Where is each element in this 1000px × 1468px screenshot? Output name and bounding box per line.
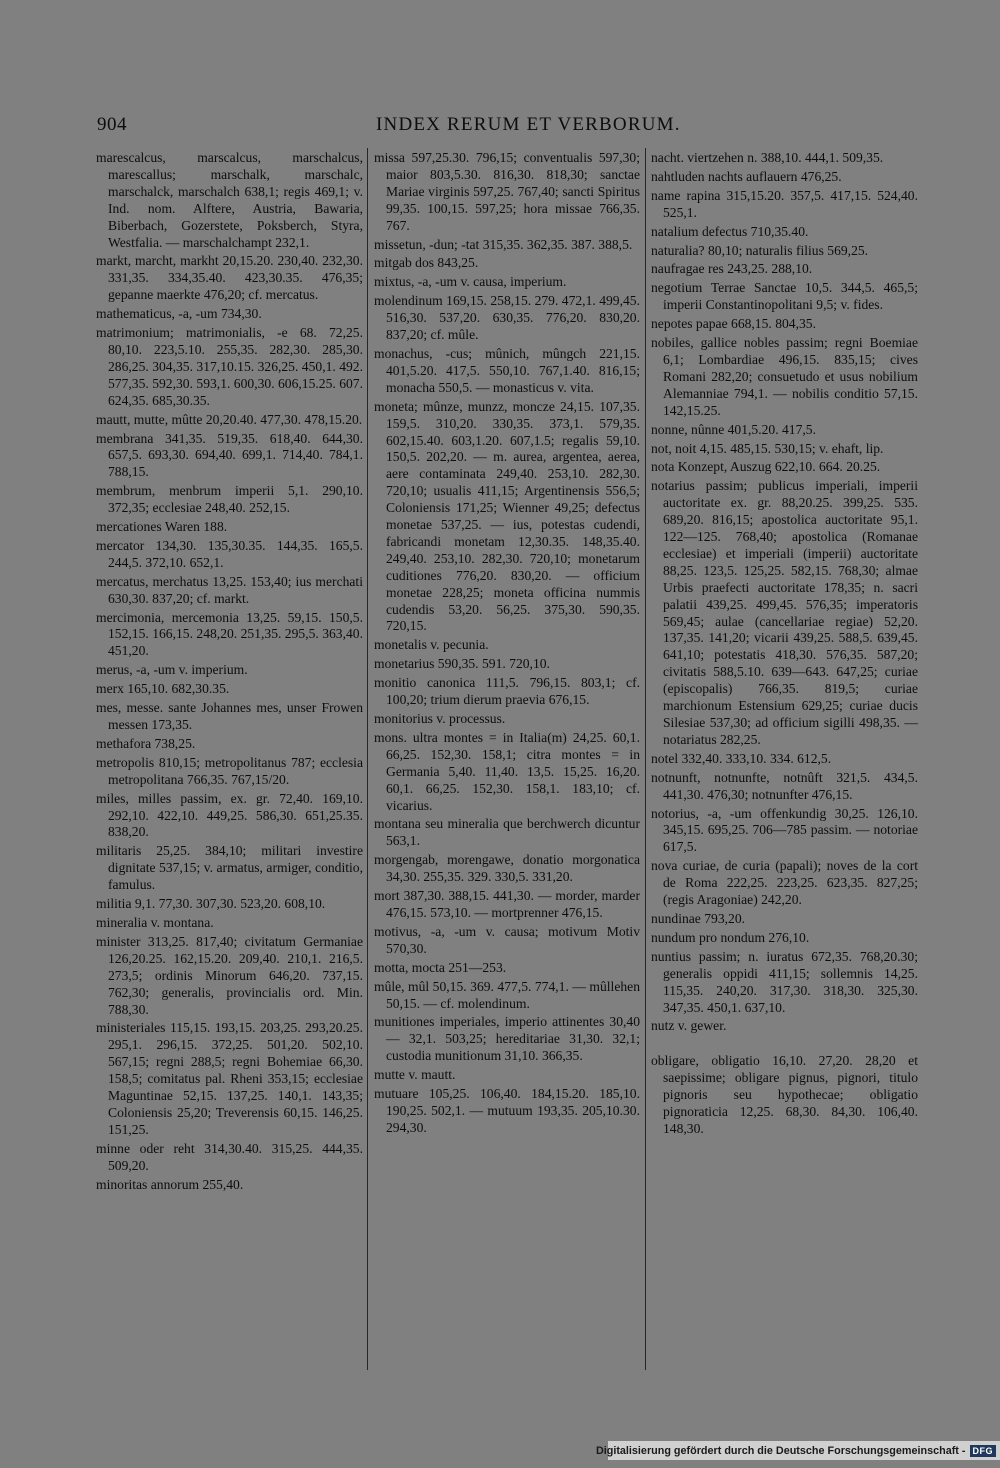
- index-entry: marescalcus, marscalcus, marschalcus, marescallus; marschalk, marschalc, marschalck, marschalch 638,1; regis 469,1; v. Ind. nom. Alftere, Austria, Bawaria, Biberbach, Gozerstete, Poksberch, Styra, Westfalia. — marschalchampt 232,1.: [96, 150, 363, 250]
- index-entry: nova curiae, de curia (papali); noves de la cort de Roma 222,25. 223,25. 623,35. 827,25; (regis Aragoniae) 242,20.: [651, 858, 918, 908]
- index-entry: monachus, -cus; mûnich, mûngch 221,15. 401,5.20. 417,5. 550,10. 767,1.40. 816,15; monacha 550,5. — monasticus v. vita.: [374, 345, 640, 395]
- index-entry: notarius passim; publicus imperiali, imperii auctoritate ex. gr. 88,20.25. 399,25. 535. 689,20. 816,15; apostolica auctoritate 95,1. 122—125. 768,40; apostolica (Romanae ecclesiae) et imperiali (imperii) auctoritate 88,25. 123,5. 125,25. 582,15. 768,30; almae Urbis praefecti auctoritate 178,35; n. sacri palatii 439,25. 499,45. 576,35; imperatoris 569,45; aulae (cancellariae regiae) 52,20. 137,35. 141,20; vicarii 439,25. 588,5. 639,45. 641,10; potestatis 418,30. 576,35. 587,20; civitatis 588,5.10. 639—643. 647,25; curiae (episcopalis) 766,35. 819,5; curiae marchionum Estensium 629,25; curiae ducis Silesiae 537,30; ad officium sigilli 498,35. — notariatus 282,25.: [651, 478, 918, 747]
- index-entry: nutz v. gewer.: [651, 1018, 727, 1034]
- index-entry: mercationes Waren 188.: [96, 519, 228, 535]
- index-entry: monitio canonica 111,5. 796,15. 803,1; cf. 100,20; trium dierum praevia 676,15.: [374, 675, 640, 708]
- index-entry: notnunft, notnunfte, notnûft 321,5. 434,5. 441,30. 476,30; notnunfter 476,15.: [651, 769, 918, 802]
- index-entry: nepotes papae 668,15. 804,35.: [651, 316, 816, 332]
- index-entry: monetalis v. pecunia.: [374, 637, 489, 653]
- index-entry: montana seu mineralia que berchwerch dicuntur 563,1.: [374, 816, 640, 849]
- index-entry: motta, mocta 251—253.: [374, 959, 507, 975]
- index-entry: name rapina 315,15.20. 357,5. 417,15. 524,40. 525,1.: [651, 187, 918, 220]
- index-entry: mûle, mûl 50,15. 369. 477,5. 774,1. — mûllehen 50,15. — cf. molendinum.: [374, 978, 640, 1011]
- index-entry: mineralia v. montana.: [96, 914, 214, 930]
- index-entry: molendinum 169,15. 258,15. 279. 472,1. 499,45. 516,30. 537,20. 630,35. 776,20. 830,20. 837,20; cf. mûle.: [374, 293, 640, 343]
- index-entry: membrum, menbrum imperii 5,1. 290,10. 372,35; ecclesiae 248,40. 252,15.: [96, 483, 363, 516]
- page-number: 904: [97, 114, 127, 135]
- column-rule: [645, 148, 646, 1370]
- index-entry: mixtus, -a, -um v. causa, imperium.: [374, 274, 567, 290]
- index-entry: metropolis 810,15; metropolitanus 787; ecclesia metropolitana 766,35. 767,15/20.: [96, 754, 363, 787]
- index-entry: nacht. viertzehen n. 388,10. 444,1. 509,35.: [651, 150, 884, 165]
- index-entry: nota Konzept, Auszug 622,10. 664. 20.25.: [651, 459, 881, 475]
- digitization-credit: [595, 1441, 1000, 1460]
- index-entry: nonne, nûnne 401,5.20. 417,5.: [651, 421, 816, 437]
- index-entry: missetun, -dun; -tat 315,35. 362,35. 387. 388,5.: [374, 236, 633, 252]
- index-entry: militaris 25,25. 384,10; militari investire dignitate 537,15; v. armatus, armiger, conditio, famulus.: [96, 843, 363, 893]
- index-entry: notorius, -a, -um offenkundig 30,25. 126,10. 345,15. 695,25. 706—785 passim. — notoriae 617,5.: [651, 805, 918, 855]
- index-column-3: [651, 150, 918, 1140]
- index-entry: merus, -a, -um v. imperium.: [96, 662, 248, 678]
- index-entry: mathematicus, -a, -um 734,30.: [96, 306, 262, 322]
- index-entry: mons. ultra montes = in Italia(m) 24,25. 60,1. 66,25. 152,30. 158,1; citra montes = in Germania 5,40. 11,40. 13,5. 15,25. 16,20. 60,1. 66,25. 152,30. 158,1. 183,10; cf. vicarius.: [374, 729, 640, 813]
- index-entry: minoritas annorum 255,40.: [96, 1176, 244, 1192]
- index-entry: mort 387,30. 388,15. 441,30. — morder, marder 476,15. 573,10. — mortprenner 476,15.: [374, 888, 640, 920]
- index-entry: not, noit 4,15. 485,15. 530,15; v. ehaft, lip.: [651, 440, 884, 456]
- index-entry: munitiones imperiales, imperio attinentes 30,40 — 32,1. 503,25; hereditariae 31,30. 32,1; custodia munitionum 31,10. 366,35.: [374, 1014, 640, 1064]
- index-entry: naufragae res 243,25. 288,10.: [651, 261, 813, 277]
- index-entry: miles, milles passim, ex. gr. 72,40. 169,10. 292,10. 422,10. 449,25. 586,30. 651,25.35. 838,20.: [96, 790, 363, 840]
- index-column-2: [374, 150, 640, 1139]
- index-entry: militia 9,1. 77,30. 307,30. 523,20. 608,10.: [96, 896, 326, 912]
- index-entry: natalium defectus 710,35.40.: [651, 223, 809, 239]
- index-entry: matrimonium; matrimonialis, -e 68. 72,25. 80,10. 223,5.10. 255,35. 282,30. 285,30. 286,25. 304,35. 317,10.15. 326,25. 450,1. 492. 577,35. 592,30. 593,1. 600,30. 606,15.25. 607. 624,35. 685,30.35.: [96, 325, 363, 408]
- index-entry: mitgab dos 843,25.: [374, 255, 479, 271]
- index-entry: mercatus, merchatus 13,25. 153,40; ius merchati 630,30. 837,20; cf. markt.: [96, 573, 363, 606]
- index-entry: missa 597,25.30. 796,15; conventualis 597,30; maior 803,5.30. 816,30. 818,30; sanctae Mariae virginis 597,25. 767,40; sancti Spiritus 99,35. 100,15. 597,25; hora missae 766,35. 767.: [374, 150, 640, 233]
- index-entry: minne oder reht 314,30.40. 315,25. 444,35. 509,20.: [96, 1140, 363, 1173]
- running-head: INDEX RERUM ET VERBORUM.: [376, 114, 681, 135]
- index-entry: minister 313,25. 817,40; civitatum Germaniae 126,20.25. 162,15.20. 209,40. 210,1. 216,5. 273,5; ordinis Minorum 646,20. 737,15. 762,30; generalis, provincialis ord. Min. 788,30.: [96, 933, 363, 1017]
- index-entry: membrana 341,35. 519,35. 618,40. 644,30. 657,5. 693,30. 694,40. 699,1. 714,40. 784,1. 788,15.: [96, 430, 363, 480]
- index-entry: naturalia? 80,10; naturalis filius 569,25.: [651, 242, 869, 258]
- index-entry: markt, marcht, markht 20,15.20. 230,40. 232,30. 331,35. 334,35.40. 423,30.35. 476,35; gepanne maerkte 476,20; cf. mercatus.: [96, 253, 363, 303]
- index-entry: nundinae 793,20.: [651, 910, 746, 926]
- index-entry: nundum pro nondum 276,10.: [651, 929, 810, 945]
- index-entry: negotium Terrae Sanctae 10,5. 344,5. 465,5; imperii Constantinopolitani 9,5; v. fides.: [651, 280, 918, 313]
- index-entry: mutte v. mautt.: [374, 1067, 456, 1083]
- index-column-1: [96, 150, 363, 1195]
- index-entry: monetarius 590,35. 591. 720,10.: [374, 656, 550, 672]
- index-entry: methafora 738,25.: [96, 735, 196, 751]
- index-entry: moneta; mûnze, munzz, moncze 24,15. 107,35. 159,5. 310,20. 330,35. 373,1. 579,35. 602,15.40. 603,1.20. 607,1.5; regalis 59,10. 150,5. 202,20. — m. aurea, argentea, aerea, aere contaminata 249,40. 253,10. 282,30. 720,10; usualis 411,15; Argentinensis 556,5; Coloniensis 171,25; Wienner 49,25; defectus monetae 537,25. — ius, potestas cudendi, fabricandi monetam 12,30.35. 148,35.40. 249,40. 253,10. 282,30. 720,10; monetarum cuditiones 776,20. 830,20. — officium monetae 228,25; moneta officina nummis cudendis 53,20. 56,25. 375,30. 590,35. 720,15.: [374, 398, 640, 634]
- index-entry: mautt, mutte, mûtte 20,20.40. 477,30. 478,15.20.: [96, 411, 363, 427]
- credit-text: Digitalisierung gefördert durch die Deutsche Forschungsgemeinschaft -: [595, 1444, 966, 1457]
- column-rule: [367, 148, 368, 1370]
- index-entry: nuntius passim; n. iuratus 672,35. 768,20.30; generalis oppidi 411,15; sollemnis 14,25. 115,35. 240,20. 317,30. 318,30. 325,30. 347,35. 450,1. 637,10.: [651, 948, 918, 1015]
- index-entry: nobiles, gallice nobles passim; regni Boemiae 6,1; Lombardiae 496,15. 835,15; cives Romani 282,20; consuetudo et usus nobilium Alemanniae 794,1. — nobilis conditio 57,15. 142,15.25.: [651, 335, 918, 418]
- dfg-logo: DFG: [970, 1445, 997, 1457]
- index-entry: mutuare 105,25. 106,40. 184,15.20. 185,10. 190,25. 502,1. — mutuum 193,35. 205,10.30. 294,30.: [374, 1086, 640, 1135]
- index-entry: motivus, -a, -um v. causa; motivum Motiv 570,30.: [374, 923, 640, 956]
- index-entry: merx 165,10. 682,30.35.: [96, 681, 230, 697]
- index-entry: notel 332,40. 333,10. 334. 612,5.: [651, 750, 832, 766]
- index-entry: ministeriales 115,15. 193,15. 203,25. 293,20.25. 295,1. 296,15. 372,25. 501,20. 502,10. 567,15; regni 288,5; regni Bohemiae 66,30. 158,5; comitatus pal. Rheni 353,15; ecclesiae Maguntinae 52,15. 137,25. 140,1. 143,35; Coloniensis 25,20; Treverensis 60,15. 146,25. 151,25.: [96, 1020, 363, 1137]
- index-entry: mes, messe. sante Johannes mes, unser Frowen messen 173,35.: [96, 700, 363, 732]
- index-entry: morgengab, morengawe, donatio morgonatica 34,30. 255,35. 329. 330,5. 331,20.: [374, 852, 640, 885]
- index-entry: mercator 134,30. 135,30.35. 144,35. 165,5. 244,5. 372,10. 652,1.: [96, 537, 363, 570]
- index-entry: nahtluden nachts auflauern 476,25.: [651, 168, 842, 184]
- index-entry: obligare, obligatio 16,10. 27,20. 28,20 et saepissime; obligare pignus, pignori, titulo pignoris seu hypothecae; obligatio pignoraticia 12,25. 68,30. 84,30. 106,40. 148,30.: [651, 1053, 918, 1136]
- index-entry: mercimonia, mercemonia 13,25. 59,15. 150,5. 152,15. 166,15. 248,20. 251,35. 295,5. 363,40. 451,20.: [96, 609, 363, 659]
- index-entry: monitorius v. processus.: [374, 711, 506, 726]
